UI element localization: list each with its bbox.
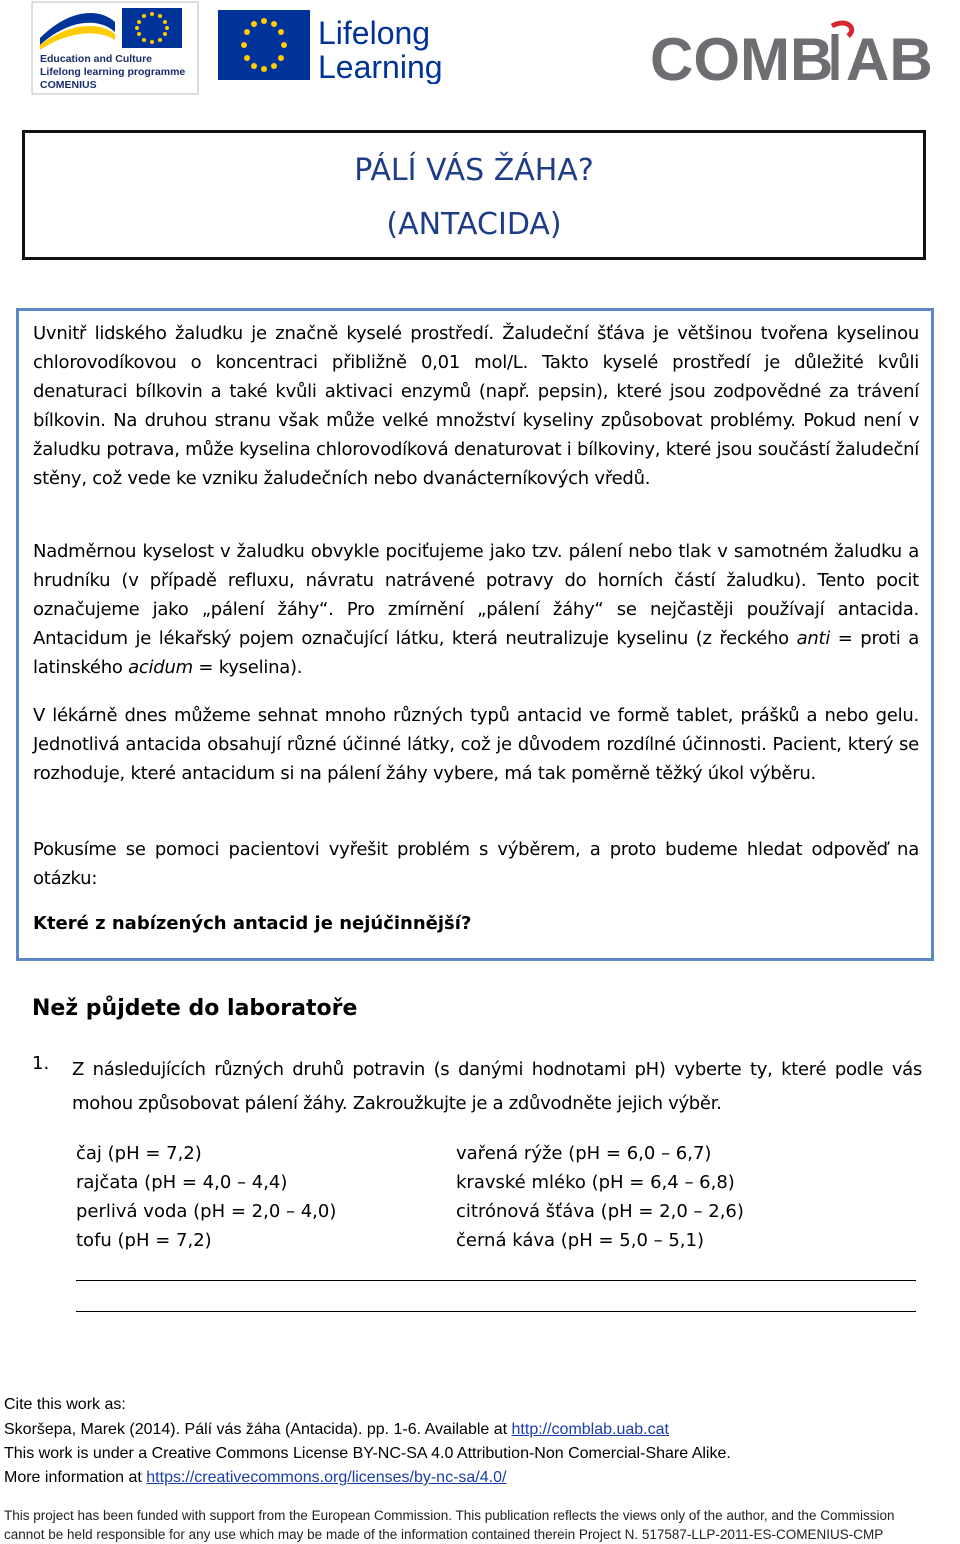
question-number: 1. (32, 1053, 50, 1074)
title-box (22, 130, 926, 260)
intro-p2-text-a: Nadměrnou kyselost v žaludku obvykle pociťujeme jako tzv. pálení nebo tlak v samotném žaludku a hrudníku (v případě refluxu, návratu natrávené potravy do horních částí žaludku). Tento pocit označujeme jako „pálení žáhy“. Pro zmírnění „pálení žáhy“ se nejčastěji používají antacida. Antacidum je lékařský pojem označující látku, která neutralizuje kyselinu (z řeckého (33, 541, 919, 649)
citation-reference (4, 1418, 669, 1442)
footer-line-1: This project has been funded with support from the European Commission. This publication reflects the views only of the author, and the Commission (4, 1508, 895, 1523)
intro-paragraph-1: Uvnitř lidského žaludku je značně kyselé prostředí. Žaludeční šťáva je většinou tvořena kyselinou chlorovodíkovou o koncentraci přibližně 0,01 mol/L. Takto kyselé prostředí je důležité kvůli denaturaci bílkovin a také kvůli aktivaci enzymů (např. pepsin), které jsou zodpovědné za trávení bílkovin. Na druhou stranu však může velké množství kyseliny způsobovat problémy. Pokud není v žaludku potrava, může kyselina chlorovodíková denaturovat i bílkoviny, které jsou součástí žaludeční stěny, což vede ke vzniku žaludečních nebo dvanácterníkových vředů. (33, 323, 919, 489)
comblab-logo-text2: AB (846, 26, 933, 90)
citation-license: This work is under a Creative Commons License BY-NC-SA 4.0 Attribution-Non Comercial-Share Alike. (4, 1445, 731, 1462)
food-item[interactable]: perlivá voda (pH = 2,0 – 4,0) (76, 1201, 337, 1222)
section-heading: Než půjdete do laboratoře (32, 996, 358, 1021)
answer-line[interactable] (76, 1280, 916, 1281)
funding-footer (4, 1506, 956, 1544)
education-culture-logo (30, 0, 200, 96)
ec-logo-line3: COMENIUS (40, 79, 97, 91)
key-question: Které z nabízených antacid je nejúčinnější? (33, 913, 472, 934)
lifelong-learning-emblem (218, 4, 443, 84)
food-item[interactable]: kravské mléko (pH = 6,4 – 6,8) (456, 1172, 735, 1193)
food-list-right (456, 1139, 744, 1255)
comblab-logo-text: COMB (650, 26, 834, 90)
food-item[interactable]: citrónová šťáva (pH = 2,0 – 2,6) (456, 1201, 744, 1222)
intro-p2-text-c: = kyselina). (192, 657, 303, 678)
license-link[interactable]: https://creativecommons.org/licenses/by-nc-sa/4.0/ (146, 1469, 507, 1486)
intro-p2-anti: anti (796, 628, 831, 649)
food-item[interactable]: čaj (pH = 7,2) (76, 1143, 202, 1164)
intro-p2-acidum: acidum (128, 657, 193, 678)
page-title: PÁLÍ VÁS ŽÁHA? (354, 153, 594, 188)
food-item[interactable]: rajčata (pH = 4,0 – 4,4) (76, 1172, 288, 1193)
intro-box (16, 308, 934, 961)
food-list-left (76, 1139, 336, 1255)
intro-p2-text-b: = proti a latinského (33, 628, 919, 678)
footer-line-2: cannot be held responsible for any use which may be made of the information contained therein Project N. 517587-LLP-2011-ES-COMENIUS-CMP (4, 1527, 884, 1542)
lifelong-logo-line1: Lifelong (318, 15, 431, 51)
food-item[interactable]: černá káva (pH = 5,0 – 5,1) (456, 1230, 704, 1251)
citation-label: Cite this work as: (4, 1396, 126, 1413)
lifelong-learning-logo (218, 4, 443, 84)
intro-paragraph-2 (33, 537, 919, 682)
education-culture-emblem (30, 0, 200, 96)
food-item[interactable]: vařená rýže (pH = 6,0 – 6,7) (456, 1143, 712, 1164)
intro-paragraph-4: Pokusíme se pomoci pacientovi vyřešit problém s výběrem, a proto budeme hledat odpověď na otázku: (33, 839, 919, 889)
comblab-link[interactable]: http://comblab.uab.cat (511, 1421, 669, 1438)
lifelong-logo-line2: Learning (318, 49, 443, 84)
comblab-emblem (650, 20, 935, 90)
citation-reference-text: Skoršepa, Marek (2014). Pálí vás žáha (Antacida). pp. 1-6. Available at (4, 1421, 512, 1438)
food-item[interactable]: tofu (pH = 7,2) (76, 1230, 212, 1251)
citation-more-text: More information at (4, 1469, 147, 1486)
question-text: Z následujících různých druhů potravin (s danými hodnotami pH) vyberte ty, které podle vás mohou způsobovat pálení žáhy. Zakroužkujte je a zdůvodněte jejich výběr. (72, 1059, 922, 1114)
answer-line[interactable] (76, 1311, 916, 1312)
ec-logo-line1: Education and Culture (40, 53, 153, 65)
ec-logo-line2: Lifelong learning programme (40, 66, 186, 78)
intro-paragraph-3: V lékárně dnes můžeme sehnat mnoho různých typů antacid ve formě tablet, prášků a nebo gelu. Jednotlivá antacida obsahují různé účinné látky, což je důvodem rozdílné účinnosti. Pacient, který se rozhoduje, které antacidum si na pálení žáhy vybere, má tak poměrně těžký úkol výběru. (33, 705, 919, 784)
page-subtitle: (ANTACIDA) (386, 207, 562, 242)
comblab-logo (650, 20, 935, 90)
citation-more-info (4, 1466, 506, 1490)
